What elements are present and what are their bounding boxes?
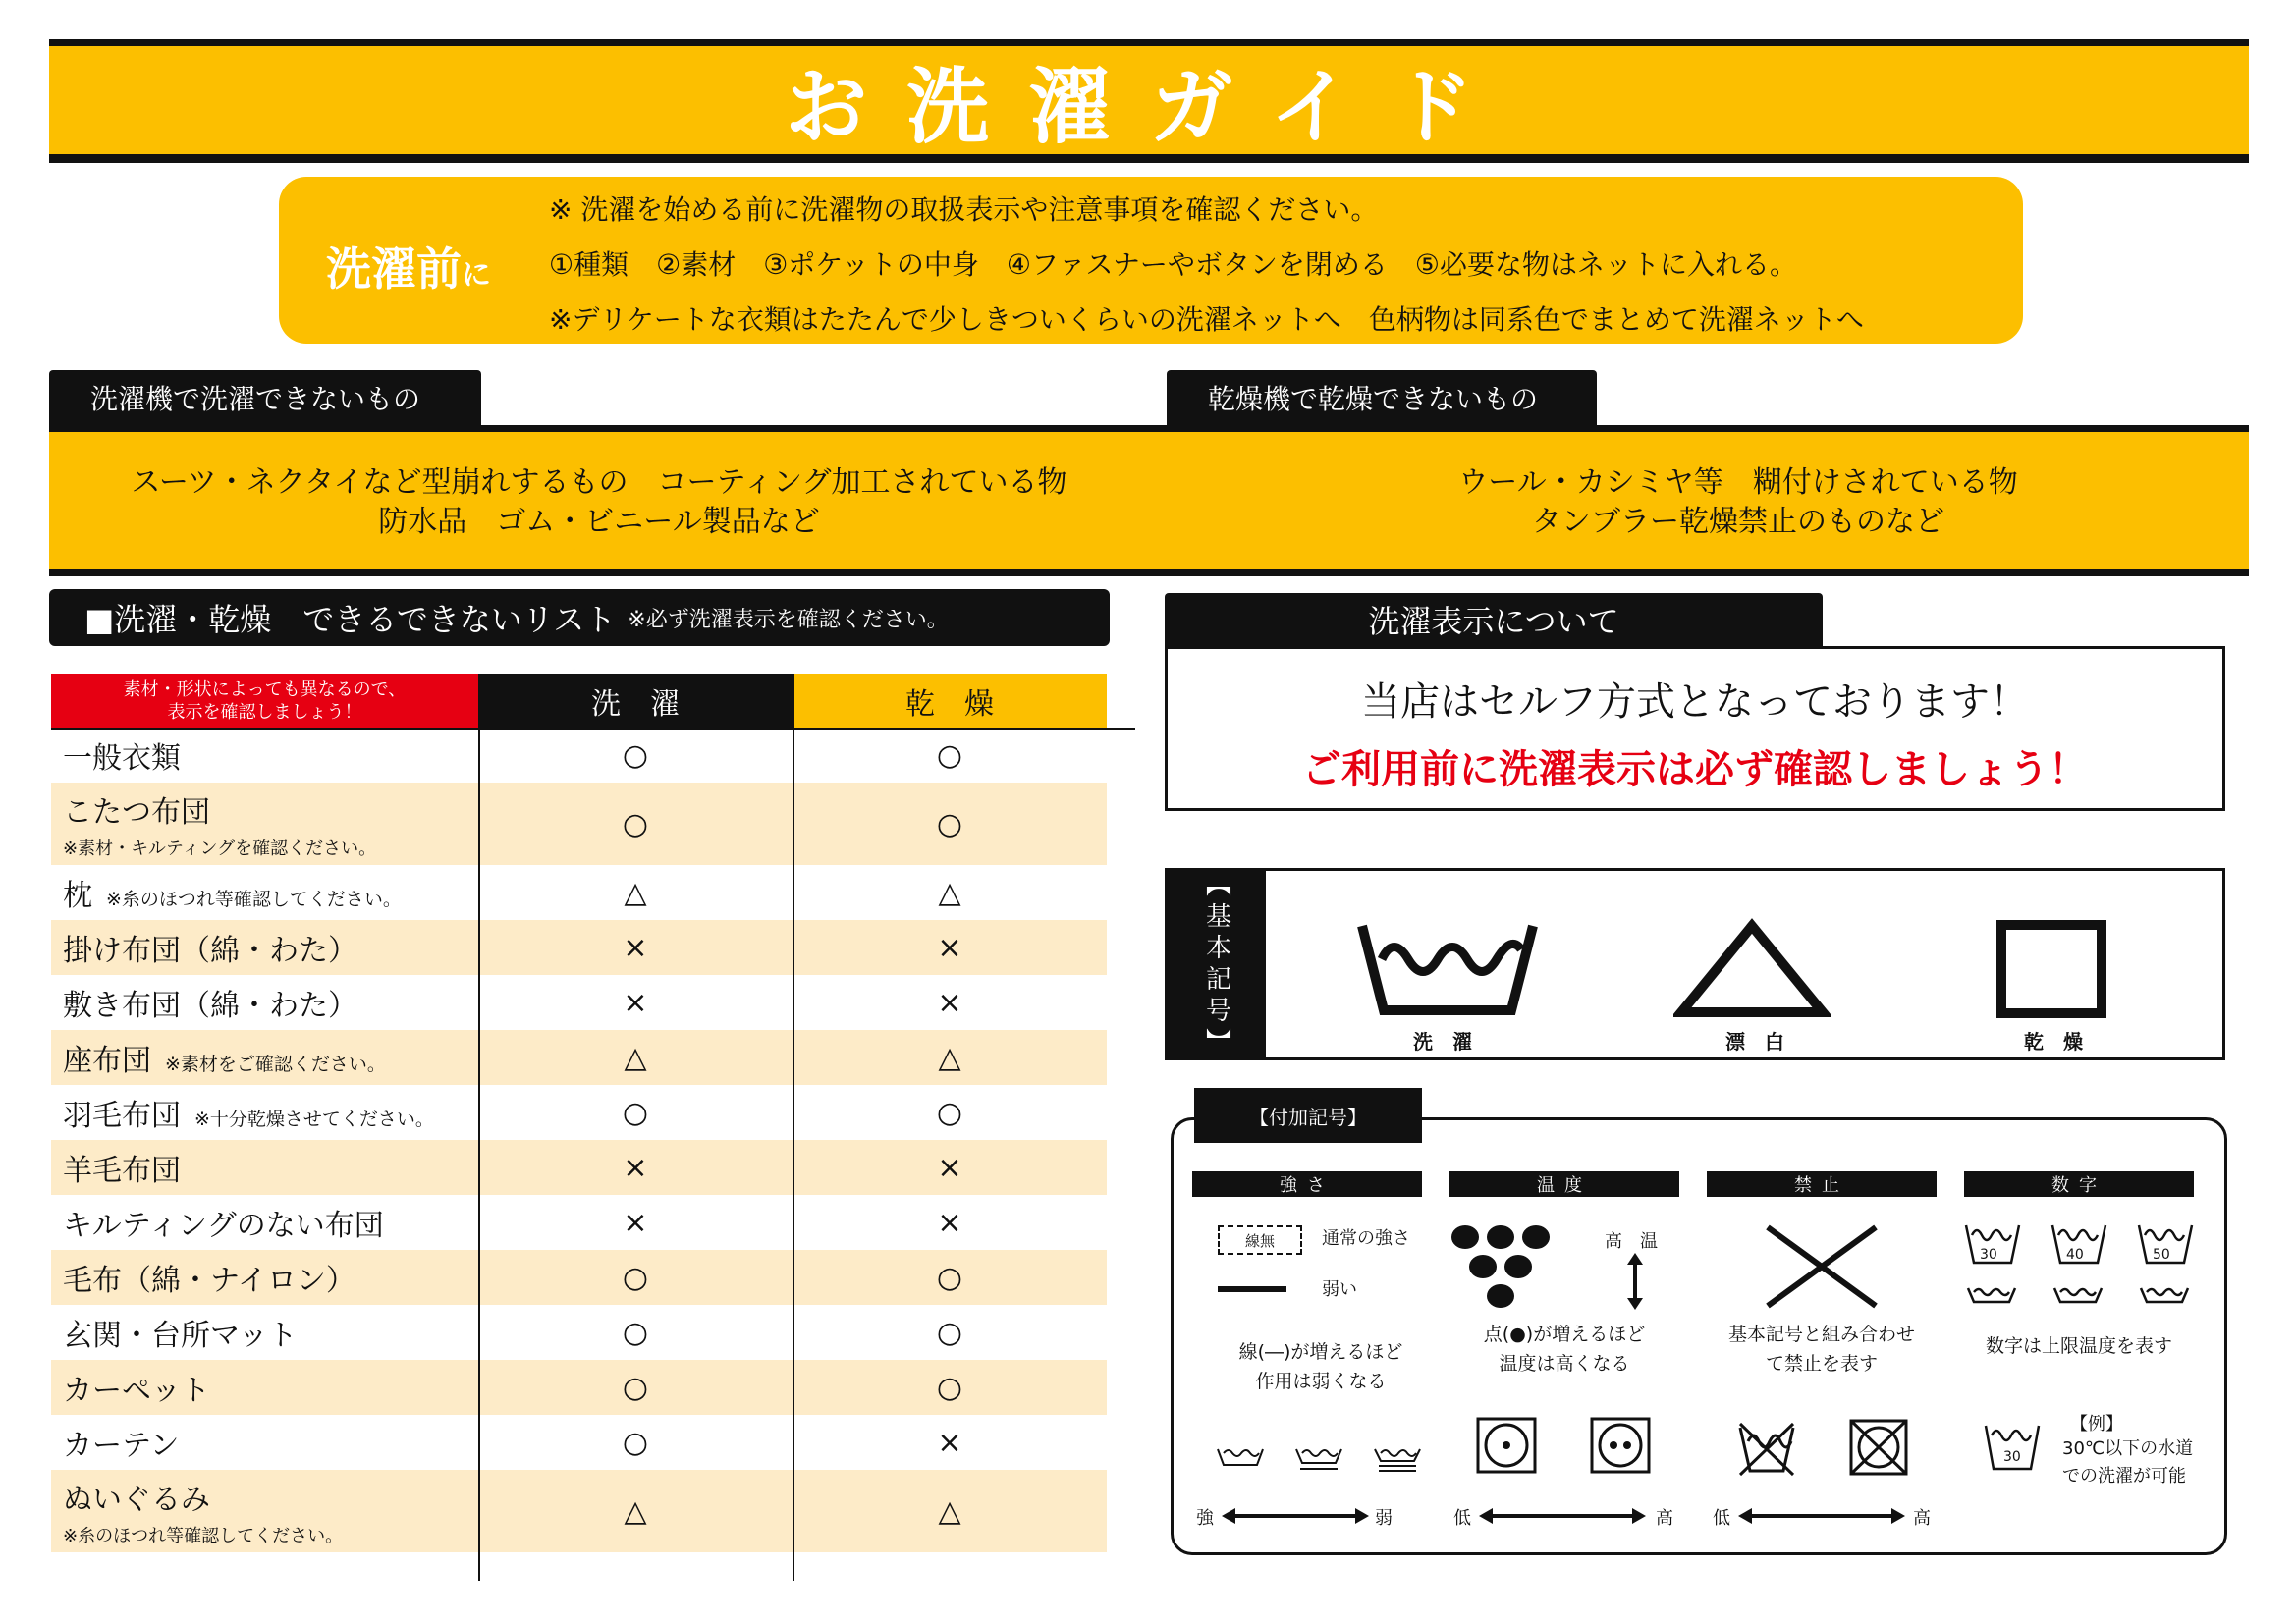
temperature-caption xyxy=(1449,1320,1679,1379)
item-name-text: 玄関・台所マット xyxy=(63,1319,298,1353)
prohibit-right-label: 高 xyxy=(1913,1508,1931,1529)
wash-mark: ○ xyxy=(622,1370,649,1405)
item-name-text: カーテン xyxy=(63,1429,180,1463)
title-bar xyxy=(49,39,2249,163)
number-tubs xyxy=(1964,1223,2194,1312)
example-number: 30 xyxy=(2003,1449,2021,1465)
strength-caption-1: 線(―)が増えるほど xyxy=(1238,1341,1403,1363)
col-head-strength: 強さ xyxy=(1192,1171,1422,1197)
basic-bleach-label: 漂 白 xyxy=(1725,1030,1784,1054)
item-name-text: 羽毛布団 xyxy=(63,1099,181,1133)
wash-mark: △ xyxy=(624,875,647,910)
cannot-dry-line-1: ウール・カシミヤ等 糊付けされている物 xyxy=(1458,465,2018,500)
prohibit-x-icon xyxy=(1762,1223,1882,1310)
item-cell xyxy=(63,975,357,1030)
dry-mark: ○ xyxy=(936,1370,963,1405)
item-name xyxy=(63,1091,434,1134)
list-header-title: ■洗濯・乾燥 できるできないリスト xyxy=(84,601,617,638)
dry-mark: × xyxy=(937,1150,962,1185)
cannot-band xyxy=(49,425,2249,576)
item-cell xyxy=(63,783,376,865)
table-row xyxy=(51,865,1135,920)
strength-right-label: 弱 xyxy=(1375,1508,1393,1529)
item-cell xyxy=(63,1030,386,1085)
dry-mark: △ xyxy=(938,875,961,910)
item-name xyxy=(63,871,402,914)
before-label-main: 洗濯前 xyxy=(326,243,462,296)
item-name-text: 羊毛布団 xyxy=(63,1154,181,1188)
notice-line-1: 当店はセルフ方式となっております！ xyxy=(1361,679,2029,725)
dry-mark: ○ xyxy=(936,737,963,773)
notice-tab: 洗濯表示について xyxy=(1165,593,1823,646)
item-cell xyxy=(63,1305,298,1360)
wash-tub-icon xyxy=(1354,920,1541,1018)
table-row xyxy=(51,975,1135,1030)
item-note: ※糸のほつれ等確認してください。 xyxy=(106,889,402,910)
table-divider-1 xyxy=(478,674,480,1581)
item-name xyxy=(63,1036,386,1079)
table-row xyxy=(51,1415,1135,1470)
wash-mark: × xyxy=(623,1150,648,1185)
dry-mark: ○ xyxy=(936,1260,963,1295)
temperature-right-label: 高 xyxy=(1656,1508,1673,1529)
temperature-left-label: 低 xyxy=(1453,1508,1471,1529)
before-washing-box xyxy=(279,177,2023,344)
extra-symbols-tag: 【付加記号】 xyxy=(1194,1088,1422,1143)
before-line-3: ※デリケートな衣類はたたんで少しきついくらいの洗濯ネットへ 色柄物は同系色でまとめて洗濯ネットへ xyxy=(549,303,1864,336)
dry-mark: × xyxy=(937,930,962,965)
list-header-note: ※必ず洗濯表示を確認ください。 xyxy=(628,607,949,632)
strength-normal-text: 通常の強さ xyxy=(1322,1228,1410,1249)
number-40: 40 xyxy=(2066,1247,2084,1263)
strength-caption xyxy=(1192,1337,1449,1396)
item-name-text: 掛け布団（綿・わた） xyxy=(63,934,357,968)
table-row xyxy=(51,783,1135,865)
header-note-line-1: 素材・形状によっても異なるので、 xyxy=(123,679,407,700)
prohibit-caption xyxy=(1707,1320,1937,1379)
item-subnote: ※糸のほつれ等確認してください。 xyxy=(63,1526,344,1546)
prohibit-caption-1: 基本記号と組み合わせ xyxy=(1727,1324,1915,1345)
item-cell xyxy=(63,920,357,975)
wash-mark: ○ xyxy=(622,1315,649,1350)
number-tubs-icon xyxy=(1964,1223,2194,1312)
item-cell xyxy=(63,1085,434,1140)
dry-mark: ○ xyxy=(936,1095,963,1130)
item-name-text: カーペット xyxy=(63,1374,210,1408)
mini-tubs-icon xyxy=(1214,1443,1430,1473)
col-head-number: 数字 xyxy=(1964,1171,2194,1197)
item-name-text: 毛布（綿・ナイロン） xyxy=(63,1264,355,1298)
before-label-suffix: に xyxy=(462,258,491,293)
no-wash-icon xyxy=(1736,1420,1797,1477)
dry-mark: × xyxy=(937,985,962,1020)
cannot-wash-tab: 洗濯機で洗濯できないもの xyxy=(49,370,481,425)
strength-caption-2: 作用は弱くなる xyxy=(1255,1371,1387,1392)
strength-arrow-icon xyxy=(1222,1505,1369,1527)
cannot-wash-line-1: スーツ・ネクタイなど型崩れするもの コーティング加工されている物 xyxy=(131,465,1067,500)
item-name xyxy=(63,1421,180,1464)
col-head-prohibit: 禁止 xyxy=(1707,1171,1937,1197)
strength-weak-text: 弱い xyxy=(1322,1279,1357,1300)
example-line-2: での洗濯が可能 xyxy=(2062,1466,2186,1487)
item-name-text: 座布団 xyxy=(63,1044,151,1078)
basic-wash-label: 洗 濯 xyxy=(1413,1030,1472,1054)
number-30: 30 xyxy=(1980,1247,1997,1263)
list-header xyxy=(49,589,1110,646)
table-header-note xyxy=(51,674,478,728)
item-name-text: 枕 xyxy=(63,879,92,913)
bleach-triangle-icon xyxy=(1673,918,1831,1018)
wash-mark: × xyxy=(623,1205,648,1240)
item-name xyxy=(63,1475,343,1518)
no-line-box: 線無 xyxy=(1218,1225,1302,1255)
dry-square-icon xyxy=(1996,920,2106,1018)
item-note: ※十分乾燥させてください。 xyxy=(194,1109,434,1130)
item-name xyxy=(63,1311,298,1354)
wash-mark: ○ xyxy=(622,1095,649,1130)
dry-mark: ○ xyxy=(936,1315,963,1350)
example-line-1: 30℃以下の水道 xyxy=(2062,1438,2194,1459)
item-name-text: 敷き布団（綿・わた） xyxy=(63,989,357,1023)
table-row xyxy=(51,1470,1135,1552)
example-text xyxy=(2062,1435,2193,1490)
dry-mark: △ xyxy=(938,1493,961,1529)
cannot-dry-tab: 乾燥機で乾燥できないもの xyxy=(1167,370,1597,425)
wash-mark: ○ xyxy=(622,737,649,773)
up-down-arrow-icon xyxy=(1624,1253,1646,1310)
example-label: 【例】 xyxy=(2070,1414,2123,1435)
item-name xyxy=(63,1146,181,1189)
wash-mark: ○ xyxy=(622,1425,649,1460)
number-50: 50 xyxy=(2153,1247,2170,1263)
item-name xyxy=(63,1366,210,1409)
header-note-line-2: 表示を確認しましょう！ xyxy=(167,702,362,723)
wash-dry-table xyxy=(51,674,1135,1552)
page-title: お洗濯ガイド xyxy=(785,58,1513,155)
temperature-caption-1: 点(●)が増えるほど xyxy=(1483,1324,1646,1345)
before-line-1: ※ 洗濯を始める前に洗濯物の取扱表示や注意事項を確認ください。 xyxy=(549,193,1379,226)
temperature-high-text: 高 温 xyxy=(1605,1231,1658,1252)
item-name-text: ぬいぐるみ xyxy=(63,1483,210,1517)
wash-mark: × xyxy=(623,985,648,1020)
dry-mark: ○ xyxy=(936,806,963,841)
table-row xyxy=(51,1195,1135,1250)
example-tub-icon xyxy=(1984,1424,2041,1473)
item-cell xyxy=(63,865,402,920)
item-name xyxy=(63,1201,384,1244)
prohibit-left-label: 低 xyxy=(1713,1508,1730,1529)
item-name xyxy=(63,733,181,777)
table-row xyxy=(51,1085,1135,1140)
table-row xyxy=(51,1030,1135,1085)
prohibit-caption-2: て禁止を表す xyxy=(1765,1353,1878,1375)
item-name-text: 一般衣類 xyxy=(63,741,181,776)
table-row xyxy=(51,920,1135,975)
item-cell xyxy=(63,1470,343,1552)
temperature-arrow-icon xyxy=(1479,1505,1646,1527)
item-name-text: キルティングのない布団 xyxy=(63,1209,384,1243)
item-cell xyxy=(63,1140,181,1195)
cannot-wash-line-2: 防水品 ゴム・ビニール製品など xyxy=(378,505,820,539)
item-cell xyxy=(63,1415,180,1470)
weak-line-icon xyxy=(1218,1286,1286,1292)
dry-mark: × xyxy=(937,1425,962,1460)
temperature-dots-icon xyxy=(1449,1221,1567,1314)
dry-mark: × xyxy=(937,1205,962,1240)
notice-line-2: ご利用前に洗濯表示は必ず確認しましょう！ xyxy=(1302,747,2088,792)
item-name-text: こたつ布団 xyxy=(63,795,210,830)
item-note: ※素材をご確認ください。 xyxy=(165,1054,386,1075)
table-header-wash: 洗 濯 xyxy=(478,674,793,728)
col-head-temperature: 温度 xyxy=(1449,1171,1679,1197)
no-tumble-dry-icon xyxy=(1848,1418,1909,1477)
basic-dry-label: 乾 燥 xyxy=(2024,1030,2083,1054)
wash-mark: ○ xyxy=(622,1260,649,1295)
item-cell xyxy=(63,1360,210,1415)
number-caption: 数字は上限温度を表す xyxy=(1985,1335,2172,1357)
table-row xyxy=(51,1360,1135,1415)
temperature-caption-2: 温度は高くなる xyxy=(1499,1353,1630,1375)
wash-mark: △ xyxy=(624,1040,647,1075)
wash-mark: × xyxy=(623,930,648,965)
table-row xyxy=(51,1250,1135,1305)
cannot-dry-line-2: タンブラー乾燥禁止のものなど xyxy=(1532,505,1944,539)
item-subnote: ※素材・キルティングを確認ください。 xyxy=(63,839,377,859)
before-washing-label xyxy=(326,234,491,298)
dryer-two-dots-icon xyxy=(1589,1416,1652,1475)
table-row xyxy=(51,728,1135,783)
table-divider-2 xyxy=(793,674,794,1581)
table-row xyxy=(51,1140,1135,1195)
before-line-2: ①種類 ②素材 ③ポケットの中身 ④ファスナーやボタンを閉める ⑤必要な物はネットに入れる。 xyxy=(549,248,1797,281)
table-header xyxy=(51,674,1135,728)
table-header-dry: 乾 燥 xyxy=(793,674,1107,728)
notice-box xyxy=(1165,646,2225,811)
item-name xyxy=(63,926,357,969)
item-name xyxy=(63,1256,355,1299)
table-body xyxy=(51,728,1135,1552)
strength-left-label: 強 xyxy=(1196,1508,1214,1529)
item-cell xyxy=(63,728,181,783)
item-cell xyxy=(63,1195,384,1250)
item-name xyxy=(63,981,357,1024)
wash-mark: △ xyxy=(624,1493,647,1529)
prohibit-arrow-icon xyxy=(1738,1505,1905,1527)
table-row xyxy=(51,1305,1135,1360)
item-name xyxy=(63,787,376,831)
basic-symbols-tag: 【基本記号】 xyxy=(1168,871,1266,1057)
dryer-one-dot-icon xyxy=(1475,1416,1538,1475)
basic-symbols-box xyxy=(1165,868,2225,1060)
wash-mark: ○ xyxy=(622,806,649,841)
dry-mark: △ xyxy=(938,1040,961,1075)
item-cell xyxy=(63,1250,355,1305)
